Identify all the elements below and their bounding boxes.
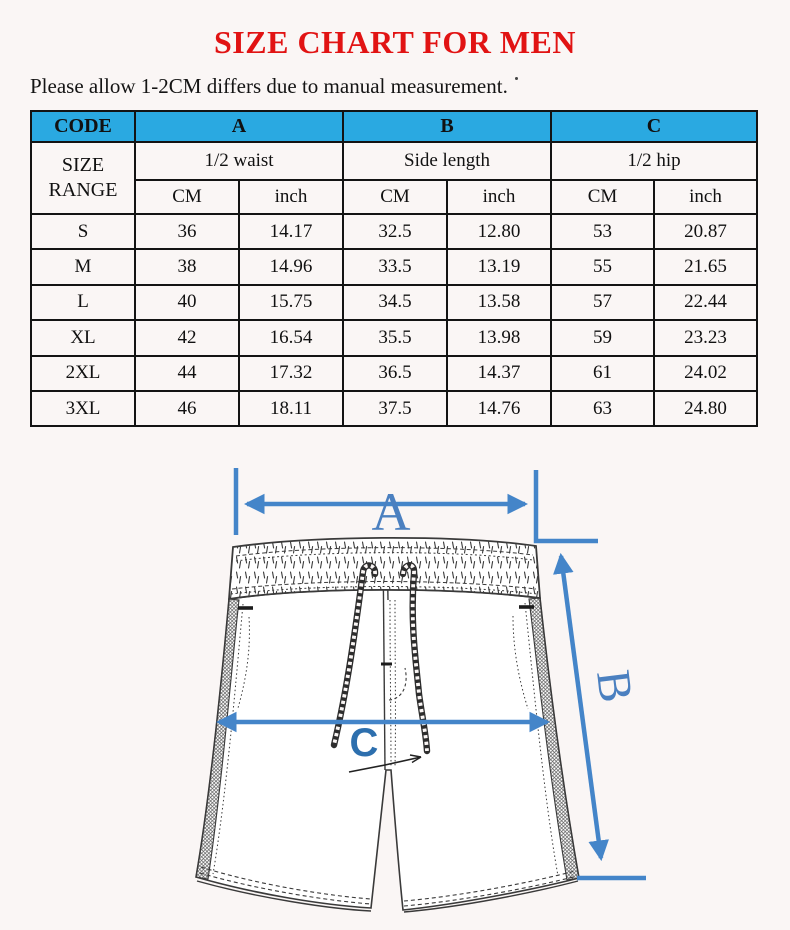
- cell-b_cm: 36.5: [343, 356, 447, 391]
- col-header-b: B: [343, 111, 551, 142]
- col-header-c: C: [551, 111, 757, 142]
- measure-a-corner: [536, 470, 598, 541]
- cell-b_inch: 14.37: [447, 356, 551, 391]
- label-a: A: [371, 482, 411, 542]
- cell-b_cm: 34.5: [343, 285, 447, 320]
- table-subheader-row: [31, 142, 757, 180]
- c-description: 1/2 hip: [551, 142, 757, 180]
- shorts-line-art: [196, 538, 579, 912]
- stray-mark: [515, 77, 518, 80]
- cell-a_cm: 38: [135, 249, 239, 284]
- cell-c_inch: 21.65: [654, 249, 757, 284]
- table-row: [31, 391, 757, 426]
- cell-a_cm: 40: [135, 285, 239, 320]
- cell-b_inch: 12.80: [447, 214, 551, 249]
- cell-a_inch: 14.96: [239, 249, 343, 284]
- label-c: C: [349, 721, 379, 765]
- cell-c_cm: 63: [551, 391, 654, 426]
- table-row: [31, 214, 757, 249]
- c-cm-header: CM: [551, 180, 654, 214]
- cell-c_inch: 24.80: [654, 391, 757, 426]
- a-inch-header: inch: [239, 180, 343, 214]
- cell-code: 2XL: [31, 356, 135, 391]
- size-table-body: [31, 214, 757, 426]
- table-row: [31, 285, 757, 320]
- cell-c_cm: 61: [551, 356, 654, 391]
- cell-c_inch: 22.44: [654, 285, 757, 320]
- cell-c_cm: 55: [551, 249, 654, 284]
- b-cm-header: CM: [343, 180, 447, 214]
- cell-c_inch: 24.02: [654, 356, 757, 391]
- table-units-row: [31, 180, 757, 214]
- cell-a_cm: 44: [135, 356, 239, 391]
- cell-a_inch: 16.54: [239, 320, 343, 355]
- cell-c_inch: 23.23: [654, 320, 757, 355]
- cell-code: 3XL: [31, 391, 135, 426]
- cell-b_inch: 13.98: [447, 320, 551, 355]
- table-header-row: [31, 111, 757, 142]
- cell-b_inch: 14.76: [447, 391, 551, 426]
- cell-c_cm: 59: [551, 320, 654, 355]
- shorts-diagram: [0, 440, 790, 930]
- b-inch-header: inch: [447, 180, 551, 214]
- cell-c_inch: 20.87: [654, 214, 757, 249]
- cell-code: S: [31, 214, 135, 249]
- cell-b_inch: 13.58: [447, 285, 551, 320]
- cell-code: M: [31, 249, 135, 284]
- col-header-a: A: [135, 111, 343, 142]
- cell-c_cm: 57: [551, 285, 654, 320]
- b-description: Side length: [343, 142, 551, 180]
- cell-a_cm: 42: [135, 320, 239, 355]
- cell-a_inch: 17.32: [239, 356, 343, 391]
- shorts-body: [196, 590, 579, 910]
- cell-b_cm: 33.5: [343, 249, 447, 284]
- size-table: [30, 110, 758, 427]
- measurement-note: Please allow 1-2CM differs due to manual measurement.: [30, 74, 508, 98]
- size-range-header: SIZE RANGE: [31, 142, 135, 214]
- cell-a_cm: 46: [135, 391, 239, 426]
- c-inch-header: inch: [654, 180, 757, 214]
- cell-b_cm: 32.5: [343, 214, 447, 249]
- cell-code: XL: [31, 320, 135, 355]
- table-row: [31, 356, 757, 391]
- cell-c_cm: 53: [551, 214, 654, 249]
- a-description: 1/2 waist: [135, 142, 343, 180]
- cell-b_cm: 35.5: [343, 320, 447, 355]
- cell-a_inch: 15.75: [239, 285, 343, 320]
- table-row: [31, 320, 757, 355]
- size-table-head: [31, 111, 757, 214]
- page-title: SIZE CHART FOR MEN: [214, 24, 576, 60]
- label-b: B: [586, 666, 643, 706]
- cell-a_inch: 14.17: [239, 214, 343, 249]
- cell-a_inch: 18.11: [239, 391, 343, 426]
- col-header-code: CODE: [31, 111, 135, 142]
- cell-a_cm: 36: [135, 214, 239, 249]
- a-cm-header: CM: [135, 180, 239, 214]
- cell-b_inch: 13.19: [447, 249, 551, 284]
- cell-code: L: [31, 285, 135, 320]
- table-row: [31, 249, 757, 284]
- cell-b_cm: 37.5: [343, 391, 447, 426]
